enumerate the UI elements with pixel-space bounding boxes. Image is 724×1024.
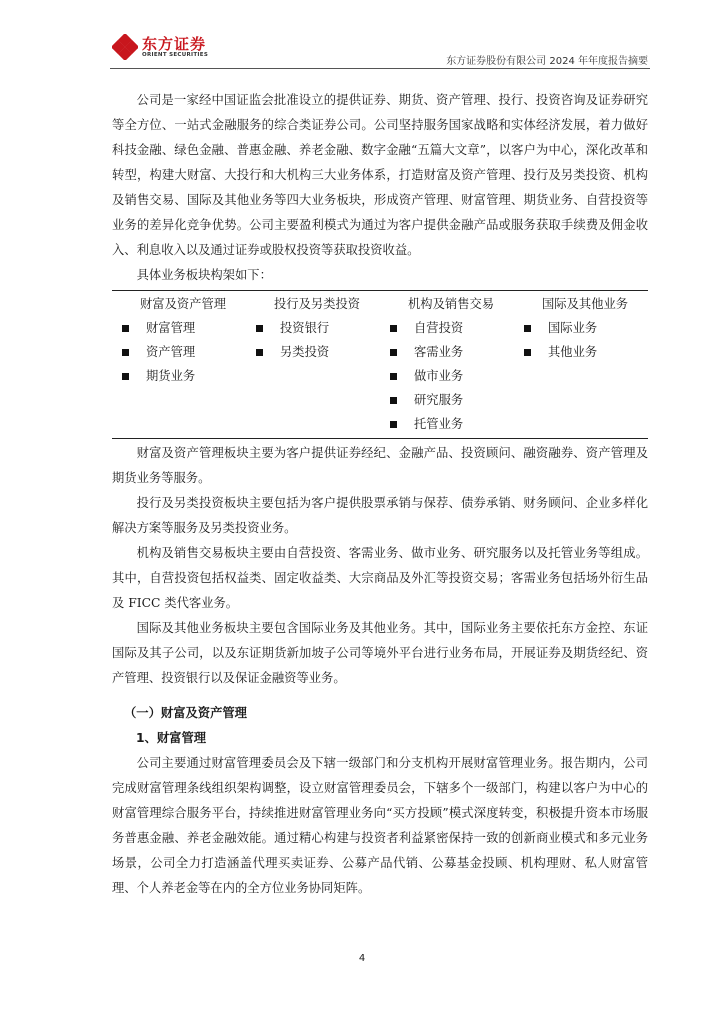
square-bullet-icon bbox=[524, 325, 531, 332]
section-heading: （一）财富及资产管理 bbox=[124, 706, 247, 720]
square-bullet-icon bbox=[122, 325, 129, 332]
business-segment-table bbox=[112, 290, 648, 439]
segment-title: 投行及另类投资 bbox=[274, 297, 361, 311]
segment-item bbox=[390, 412, 514, 436]
segment-column bbox=[246, 291, 380, 436]
square-bullet-icon bbox=[390, 421, 397, 428]
segment-item-label: 资产管理 bbox=[146, 345, 196, 359]
segment-item bbox=[256, 340, 380, 364]
square-bullet-icon bbox=[256, 349, 263, 356]
segment-title: 国际及其他业务 bbox=[542, 297, 629, 311]
segment-item-label: 其他业务 bbox=[548, 345, 598, 359]
document-title: 东方证券股份有限公司 2024 年年度报告摘要 bbox=[446, 56, 648, 67]
square-bullet-icon bbox=[256, 325, 263, 332]
segment-item bbox=[390, 340, 514, 364]
international-segment-description: 国际及其他业务板块主要包含国际业务及其他业务。其中，国际业务主要依托东方金控、东证国际及其子公司，以及东证期货新加坡子公司等境外平台进行业务布局，开展证券及期货经纪、资产管理、投资银行以及保证金融资等业务。 bbox=[112, 621, 648, 685]
segment-column bbox=[380, 291, 514, 436]
institutional-segment-description: 机构及销售交易板块主要由自营投资、客需业务、做市业务、研究服务以及托管业务等组成。其中，自营投资包括权益类、固定收益类、大宗商品及外汇等投资交易；客需业务包括场外衍生品及 FICC 类代客业务。 bbox=[112, 546, 648, 610]
segment-column bbox=[514, 291, 648, 436]
square-bullet-icon bbox=[390, 397, 397, 404]
square-bullet-icon bbox=[390, 373, 397, 380]
intro-paragraph: 公司是一家经中国证监会批准设立的提供证券、期货、资产管理、投行、投资咨询及证券研究等全方位、一站式金融服务的综合类证券公司。公司坚持服务国家战略和实体经济发展，着力做好科技金融、绿色金融、普惠金融、养老金融、数字金融“五篇大文章”，以客户为中心，深化改革和转型，构建大财富、大投行和大机构三大业务体系，打造财富及资产管理、投行及另类投资、机构及销售交易、国际及其他业务等四大业务板块，形成资产管理、财富管理、期货业务、自营投资等业务的差异化竞争优势。公司主要盈利模式为通过为客户提供金融产品或服务获取手续费及佣金收入、利息收入以及通过证券或股权投资等获取投资收益。 bbox=[112, 93, 648, 257]
square-bullet-icon bbox=[122, 349, 129, 356]
segment-item bbox=[122, 364, 246, 388]
segment-item bbox=[122, 316, 246, 340]
segment-item-label: 自营投资 bbox=[414, 321, 464, 335]
segment-item-label: 托管业务 bbox=[414, 417, 464, 431]
segment-item bbox=[524, 316, 648, 340]
orient-logo-icon bbox=[112, 34, 138, 60]
company-logo bbox=[112, 34, 208, 60]
wealth-management-paragraph: 公司主要通过财富管理委员会及下辖一级部门和分支机构开展财富管理业务。报告期内，公司完成财富管理条线组织架构调整，设立财富管理委员会，下辖多个一级部门，构建以客户为中心的财富管理综合服务平台，持续推进财富管理业务向“买方投顾”模式深度转变，积极提升资本市场服务普惠金融、养老金融效能。通过精心构建与投资者利益紧密保持一致的创新商业模式和多元业务场景，公司全力打造涵盖代理买卖证券、公募产品代销、公募基金投顾、机构理财、私人财富管理、个人养老金等在内的全方位业务协同矩阵。 bbox=[112, 756, 648, 895]
segment-column bbox=[112, 291, 246, 436]
segment-item-label: 期货业务 bbox=[146, 369, 196, 383]
ib-segment-description: 投行及另类投资板块主要包括为客户提供股票承销与保荐、债券承销、财务顾问、企业多样化解决方案等服务及另类投资业务。 bbox=[112, 496, 648, 535]
segment-title: 财富及资产管理 bbox=[140, 297, 227, 311]
square-bullet-icon bbox=[390, 325, 397, 332]
segment-item bbox=[122, 340, 246, 364]
subsection-heading: 1、财富管理 bbox=[136, 731, 207, 745]
segment-item bbox=[524, 340, 648, 364]
square-bullet-icon bbox=[390, 349, 397, 356]
square-bullet-icon bbox=[524, 349, 531, 356]
wealth-segment-description: 财富及资产管理板块主要为客户提供证券经纪、金融产品、投资顾问、融资融券、资产管理及期货业务等服务。 bbox=[112, 446, 648, 485]
page-number: 4 bbox=[358, 953, 366, 964]
segment-item-label: 做市业务 bbox=[414, 369, 464, 383]
segment-item bbox=[390, 388, 514, 412]
business-structure-intro: 具体业务板块构架如下： bbox=[136, 268, 272, 282]
logo-chinese-name: 东方证券 bbox=[142, 34, 207, 53]
segment-title: 机构及销售交易 bbox=[408, 297, 495, 311]
segment-item bbox=[390, 316, 514, 340]
header-divider bbox=[110, 68, 650, 69]
segment-item-label: 客需业务 bbox=[414, 345, 464, 359]
square-bullet-icon bbox=[122, 373, 129, 380]
segment-item-label: 另类投资 bbox=[280, 345, 330, 359]
segment-item-label: 研究服务 bbox=[414, 393, 464, 407]
segment-item bbox=[256, 316, 380, 340]
page-content bbox=[112, 88, 648, 901]
segment-item bbox=[390, 364, 514, 388]
segment-item-label: 国际业务 bbox=[548, 321, 598, 335]
logo-english-name: ORIENT SECURITIES bbox=[142, 51, 209, 58]
segment-item-label: 投资银行 bbox=[280, 321, 330, 335]
segment-item-label: 财富管理 bbox=[146, 321, 196, 335]
